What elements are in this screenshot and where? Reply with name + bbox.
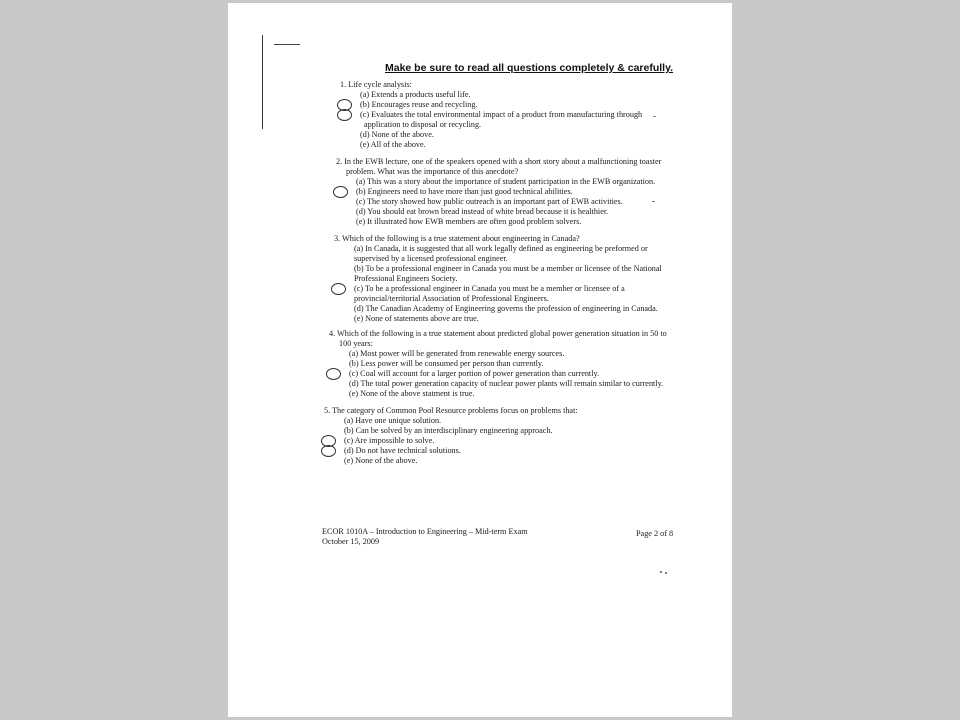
question-5 <box>324 406 578 466</box>
question-2 <box>336 157 661 227</box>
scan-speck <box>660 571 662 573</box>
question-5-option-c: (c) Are impossible to solve. <box>324 436 578 446</box>
question-4-stem-cont: 100 years: <box>339 339 373 348</box>
footer-date: October 15, 2009 <box>322 537 380 546</box>
question-2-stem-cont: problem. What was the importance of this anecdote? <box>346 167 519 176</box>
question-3-option-a-cont: supervised by a licensed professional engineer. <box>354 254 508 263</box>
question-2-option-e: (e) It illustrated how EWB members are often good problem solvers. <box>356 217 582 226</box>
question-3 <box>334 234 662 324</box>
question-1-option-a: (a) Extends a products useful life. <box>360 90 471 99</box>
question-3-option-a: (a) In Canada, it is suggested that all work legally defined as engineering be preformed or <box>354 244 648 253</box>
question-5-option-a: (a) Have one unique solution. <box>344 416 442 425</box>
question-3-option-c: (c) To be a professional engineer in Canada you must be a member or licensee of a <box>334 284 662 294</box>
question-2-option-c: (c) The story showed how public outreach is an important part of EWB activities. <box>356 197 623 206</box>
question-4-option-b: (b) Less power will be consumed per person than currently. <box>349 359 544 368</box>
question-2-option-b: (b) Engineers need to have more than just good technical abilities. <box>336 187 661 197</box>
question-4-stem: 4. Which of the following is a true statement about predicted global power generation situation in 50 to <box>329 329 667 338</box>
question-3-option-b: (b) To be a professional engineer in Canada you must be a member or licensee of the National <box>354 264 662 273</box>
question-4 <box>329 329 667 399</box>
question-3-stem: 3. Which of the following is a true statement about engineering in Canada? <box>334 234 580 243</box>
question-3-option-d: (d) The Canadian Academy of Engineering governs the profession of engineering in Canada. <box>354 304 658 313</box>
footer-course: ECOR 1010A – Introduction to Engineering – Mid-term Exam <box>322 527 528 536</box>
question-1-option-c: (c) Evaluates the total environmental impact of a product from manufacturing through <box>340 110 642 120</box>
question-5-stem: 5. The category of Common Pool Resource problems focus on problems that: <box>324 406 578 415</box>
question-1 <box>340 80 642 150</box>
question-4-option-c: (c) Coal will account for a larger portion of power generation than currently. <box>329 369 667 379</box>
footer-page-number: Page 2 of 8 <box>636 529 674 538</box>
question-2-stem: 2. In the EWB lecture, one of the speakers opened with a short story about a malfunctioning toaster <box>336 157 662 166</box>
question-1-option-c-cont: application to disposal or recycling. <box>364 120 482 129</box>
question-1-stem: 1. Life cycle analysis: <box>340 80 412 89</box>
question-3-option-b-cont: Professional Engineers Society. <box>354 274 458 283</box>
scanned-page <box>228 3 732 717</box>
scan-speck <box>653 116 656 117</box>
question-4-option-e: (e) None of the above statment is true. <box>349 389 475 398</box>
page-heading: Make be sure to read all questions completely & carefully. <box>385 62 674 74</box>
question-4-option-a: (a) Most power will be generated from renewable energy sources. <box>349 349 565 358</box>
question-1-option-b: (b) Encourages reuse and recycling. <box>340 100 642 110</box>
question-5-option-d: (d) Do not have technical solutions. <box>324 446 578 456</box>
question-3-option-e: (e) None of statements above are true. <box>354 314 479 323</box>
question-2-option-a: (a) This was a story about the importance of student participation in the EWB organization. <box>356 177 656 186</box>
page-footer <box>322 527 528 547</box>
question-1-option-d: (d) None of the above. <box>360 130 434 139</box>
question-5-option-b: (b) Can be solved by an interdisciplinary engineering approach. <box>344 426 553 435</box>
question-3-option-c-cont: provincial/territorial Association of Professional Engineers. <box>354 294 549 303</box>
scan-speck <box>652 201 655 202</box>
corner-mark <box>274 44 300 45</box>
question-1-option-e: (e) All of the above. <box>360 140 426 149</box>
question-4-option-d: (d) The total power generation capacity of nuclear power plants will remain similar to currently. <box>349 379 664 388</box>
question-2-option-d: (d) You should eat brown bread instead of white bread because it is healthier. <box>356 207 609 216</box>
question-5-option-e: (e) None of the above. <box>344 456 418 465</box>
margin-rule <box>262 35 263 129</box>
scan-speck <box>665 572 667 574</box>
